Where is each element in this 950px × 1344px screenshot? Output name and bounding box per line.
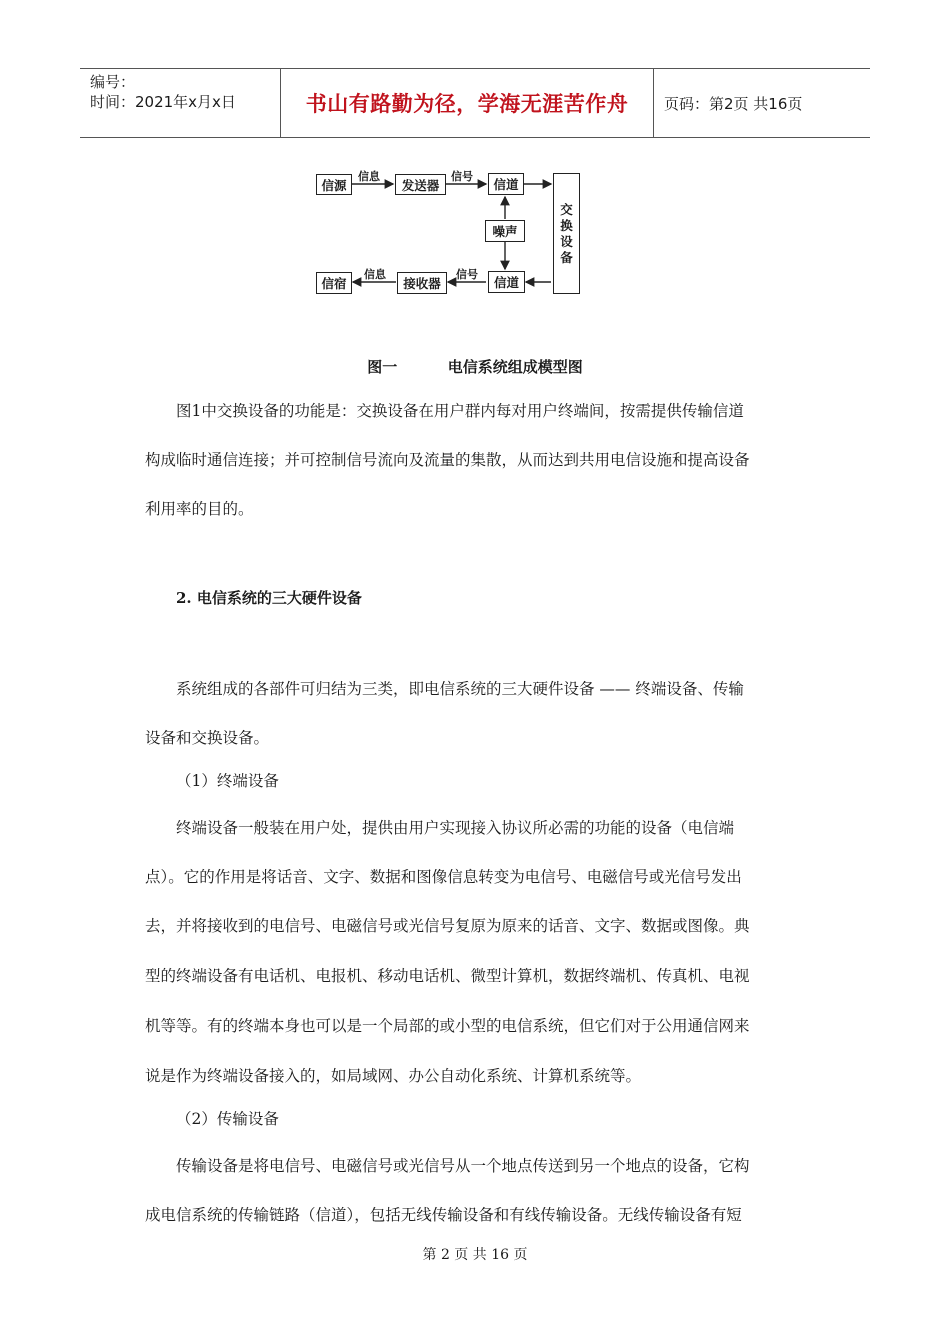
number-label: 编号：	[90, 73, 136, 91]
channel-top-box: 信道	[488, 173, 524, 195]
page-label: 页码：第2页 共16页	[664, 94, 803, 113]
channel-bottom-box: 信道	[488, 271, 525, 293]
signal-top-label: 信号	[451, 170, 473, 183]
figure-number: 图一	[367, 358, 398, 376]
motto-text: 书山有路勤为径，学海无涯苦作舟	[305, 92, 629, 116]
paragraph-line: 图1中交换设备的功能是：交换设备在用户群内每对用户终端间，按需提供传输信道	[176, 402, 744, 420]
paragraph-line: 机等等。有的终端本身也可以是一个局部的或小型的电信系统，但它们对于公用通信网来	[145, 1017, 750, 1035]
page-header	[80, 68, 870, 138]
signal-bottom-label: 信号	[456, 268, 478, 281]
paragraph-line: 去，并将接收到的电信号、电磁信号或光信号复原为原来的话音、文字、数据或图像。典	[145, 917, 750, 935]
noise-box: 噪声	[485, 220, 525, 242]
page-footer: 第 2 页 共 16 页	[422, 1247, 528, 1263]
telecom-model-diagram	[300, 165, 600, 300]
sink-box: 信宿	[316, 272, 352, 294]
paragraph-line: 构成临时通信连接；并可控制信号流向及流量的集散，从而达到共用电信设施和提高设备	[145, 451, 750, 469]
paragraph-line: 点）。它的作用是将话音、文字、数据和图像信息转变为电信号、电磁信号或光信号发出	[145, 868, 742, 886]
paragraph-line: 系统组成的各部件可归结为三类，即电信系统的三大硬件设备 —— 终端设备、传输	[176, 680, 744, 698]
header-meta-cell	[80, 69, 281, 137]
paragraph-line: 传输设备是将电信号、电磁信号或光信号从一个地点传送到另一个地点的设备，它构	[176, 1157, 750, 1175]
figure-title: 电信系统组成模型图	[447, 358, 583, 376]
switch-box: 交换设备	[553, 173, 580, 294]
header-page-cell	[654, 69, 870, 137]
info-bottom-label: 信息	[364, 268, 386, 281]
info-top-label: 信息	[358, 170, 380, 183]
paragraph-line: 设备和交换设备。	[145, 729, 270, 747]
subheading-terminal: （1）终端设备	[176, 772, 279, 790]
subheading-transmission: （2）传输设备	[176, 1110, 279, 1128]
paragraph-line: 成电信系统的传输链路（信道），包括无线传输设备和有线传输设备。无线传输设备有短	[145, 1206, 742, 1224]
source-box: 信源	[316, 174, 352, 195]
figure-caption	[0, 356, 950, 377]
transmitter-box: 发送器	[395, 174, 446, 195]
paragraph-line: 型的终端设备有电话机、电报机、移动电话机、微型计算机，数据终端机、传真机、电视	[145, 967, 750, 985]
paragraph-line: 说是作为终端设备接入的，如局域网、办公自动化系统、计算机系统等。	[145, 1067, 642, 1085]
section-heading: 2. 电信系统的三大硬件设备	[176, 589, 362, 607]
time-label: 时间：2021年x月x日	[90, 93, 236, 111]
paragraph-line: 终端设备一般装在用户处，提供由用户实现接入协议所必需的功能的设备（电信端	[176, 819, 735, 837]
receiver-box: 接收器	[397, 272, 447, 294]
paragraph-line: 利用率的目的。	[145, 500, 254, 518]
header-motto-cell	[281, 69, 654, 137]
